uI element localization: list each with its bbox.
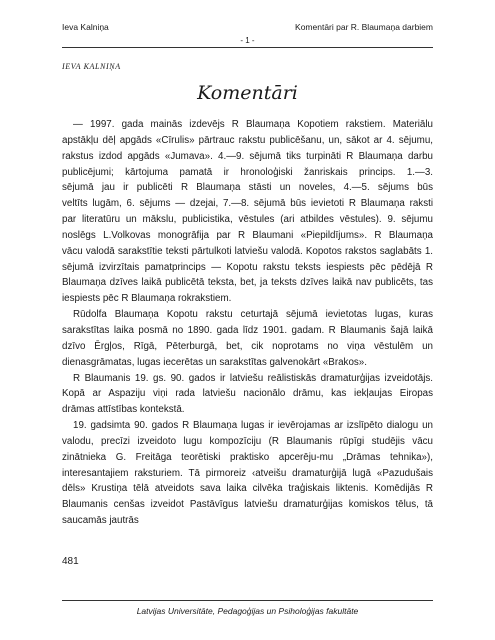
header-divider bbox=[62, 47, 433, 48]
footer-institution: Latvijas Universitāte, Pedagoģijas un Psiholoģijas fakultāte bbox=[136, 606, 359, 616]
text-line: sarakstītas laika posmā no 1890. gada līdz 1901. gadam. R Blaumanis šajā laikā bbox=[62, 324, 433, 336]
text-line: Blaumanis cenšas izveidot Pastāvīgus latviešu dramaturģijas komiskos tēlus, tā bbox=[62, 499, 433, 511]
text-line: iespiests pēc R Blaumaņa rokrakstiem. bbox=[62, 293, 232, 305]
text-line: saucamās jautrās bbox=[62, 515, 139, 527]
page-title: Komentāri bbox=[197, 82, 298, 104]
text-line: veltīts lugām, 6. sējums — dzejai, 7.—8. sējumā būs ievietoti R Blaumaņa raksti bbox=[62, 198, 433, 210]
footer-divider bbox=[62, 600, 433, 601]
text-line: dienasgrāmatas, lugas iecerētas un sarakstītas galvenokārt «Brakos». bbox=[62, 356, 367, 368]
text-line: valodu, precīzi izveidoto lugu kompozīciju (R Blaumanis rūpīgi studējis vācu bbox=[62, 435, 433, 447]
text-line: — 1997. gada mainās izdevējs R Blaumaņa Kopotiem rakstiem. Materiālu bbox=[73, 119, 433, 130]
text-line: vācu valodā sarakstītie teksti pārtulkoti latviešu valodā. Kopotos rakstos saglabāts 1. bbox=[62, 245, 433, 257]
text-line: sējumā jau ir publicēti R Blaumaņa stāsti un noveles, 4.—5. sējums būs bbox=[62, 182, 433, 194]
text-line: dēls» Krustiņa tēlā atveidots sava laika cilvēka traģiskais liktenis. Komēdijās R bbox=[62, 483, 433, 495]
text-line: 19. gadsimta 90. gados R Blaumaņa lugas ir ievērojamas ar izslīpēto dialogu un bbox=[73, 420, 433, 432]
page-number: 481 bbox=[62, 556, 79, 567]
text-line: apstākļu dēļ apgāds «Cīrulis» pārtrauc rakstu publicēšanu, un, sākot ar 4. sējumu, bbox=[62, 134, 433, 146]
text-line: interesantajiem raksturiem. Tā pirmoreiz ‹atveišu dramaturģijā lugā «Pazudušais bbox=[62, 467, 433, 479]
header-author: Ieva Kalniņa bbox=[62, 22, 109, 32]
text-line: rakstus izdod apgāds «Jumava». 4.—9. sējumā tiks turpināti R Blaumaņa darbu bbox=[62, 150, 433, 162]
page-marker: - 1 - bbox=[240, 36, 255, 45]
text-line: Rūdolfa Blaumaņa Kopotu rakstu ceturtajā sējumā ievietotas lugas, kuras bbox=[73, 309, 433, 321]
text-line: noslēgs L.Volkovas monogrāfija par R Blaumani «Piepildījums». R Blaumaņa bbox=[62, 229, 433, 241]
text-line: R Blaumanis 19. gs. 90. gados ir latviešu reālistiskās dramaturģijas izveidotājs. bbox=[73, 372, 433, 384]
text-line: sējumā izvirzītais pamatprincips — Kopotu rakstu teksts iespiests pēc pēdējā R bbox=[62, 261, 433, 273]
text-line: Kopā ar Aspaziju viņi rada latviešu nacionālo drāmu, kas iekļaujas Eiropas bbox=[62, 388, 433, 400]
author-name: IEVA KALNIŅA bbox=[62, 62, 121, 71]
text-line: zinātnieka G. Freitāga teorētiski praktisko apcerēju-mu „Drāmas tehnika»), bbox=[62, 451, 433, 463]
text-line: dzīvo Ērgļos, Rīgā, Pēterburgā, bet, cik noprotams no viņa vēstulēm un bbox=[62, 340, 433, 352]
text-line: publicējumi; kārtojuma pamatā ir hronoloģiski žanriskais princips. 1.—3. bbox=[62, 166, 433, 178]
text-line: par literatūru un mākslu, publicistika, vēstules (ari atbildes vēstules). 9. sējumu bbox=[62, 214, 433, 226]
header-title: Komentāri par R. Blaumaņa darbiem bbox=[295, 22, 433, 32]
text-line: drāmas attīstības kontekstā. bbox=[62, 404, 185, 416]
text-line: Blaumaņa dzīves laikā publicētā teksta, bet, ja teksts dzīves laikā nav publicēts, tas bbox=[62, 277, 433, 289]
body-text bbox=[62, 117, 433, 529]
